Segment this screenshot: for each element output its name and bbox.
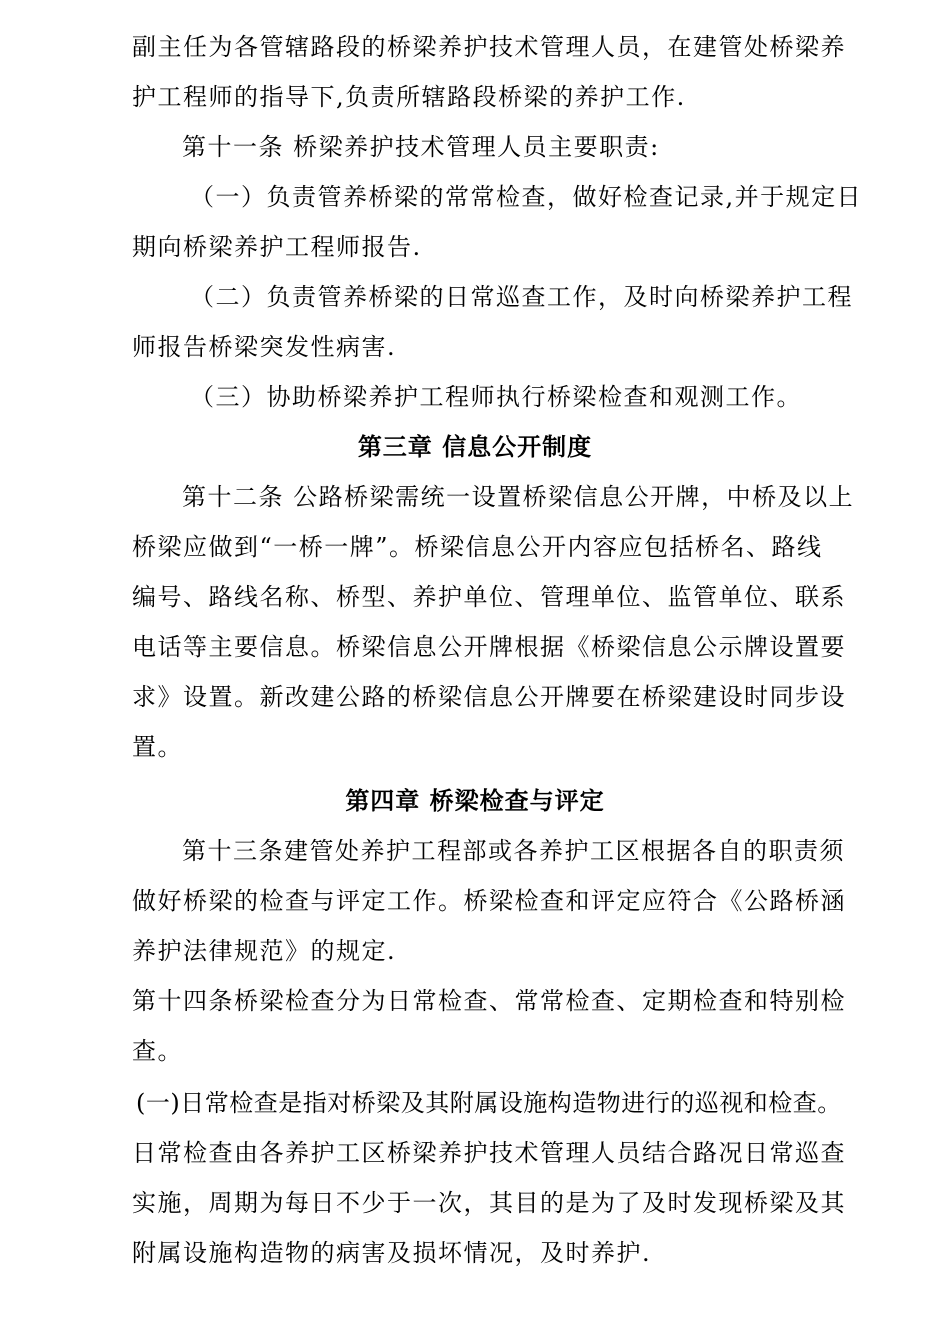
paragraph-line: 护工程师的指导下,负责所辖路段桥梁的养护工作.: [132, 83, 686, 111]
article-11-title: 第十一条 桥梁养护技术管理人员主要职责:: [182, 133, 660, 161]
chapter-4-heading: 第四章 桥梁检查与评定: [345, 786, 605, 815]
chapter-3-heading: 第三章 信息公开制度: [357, 432, 593, 461]
paragraph-line: 电话等主要信息。桥梁信息公开牌根据《桥梁信息公示牌设置要: [132, 633, 846, 661]
paragraph-line: 编号、路线名称、桥型、养护单位、管理单位、监管单位、联系: [132, 583, 846, 611]
article-12-line: 第十二条 公路桥梁需统一设置桥梁信息公开牌，中桥及以上: [182, 483, 855, 511]
list-item-1: （一）负责管养桥梁的常常检查，做好检查记录,并于规定日: [190, 183, 863, 211]
paragraph-line: 实施，周期为每日不少于一次，其目的是为了及时发现桥梁及其: [132, 1189, 846, 1217]
paragraph-line: 养护法律规范》的规定.: [132, 937, 397, 965]
article-14-line: 第十四条桥梁检查分为日常检查、常常检查、定期检查和特别检: [132, 987, 846, 1015]
article-13-line: 第十三条建管处养护工程部或各养护工区根据各自的职责须: [182, 837, 845, 865]
paragraph-line: 师报告桥梁突发性病害.: [132, 333, 397, 361]
paragraph-line: 日常检查由各养护工区桥梁养护技术管理人员结合路况日常巡查: [132, 1139, 846, 1167]
paragraph-line: 查。: [132, 1037, 183, 1065]
list-item-daily-check: (一)日常检查是指对桥梁及其附属设施构造物进行的巡视和检查。: [136, 1089, 842, 1117]
paragraph-line: 桥梁应做到“一桥一牌”。桥梁信息公开内容应包括桥名、路线: [132, 533, 823, 561]
paragraph-line: 副主任为各管辖路段的桥梁养护技术管理人员，在建管处桥梁养: [132, 33, 846, 61]
paragraph-line: 置。: [132, 733, 183, 761]
paragraph-line: 做好桥梁的检查与评定工作。桥梁检查和评定应符合《公路桥涵: [132, 887, 846, 915]
paragraph-line: 期向桥梁养护工程师报告.: [132, 233, 422, 261]
paragraph-line: 附属设施构造物的病害及损坏情况，及时养护.: [132, 1239, 652, 1267]
paragraph-line: 求》设置。新改建公路的桥梁信息公开牌要在桥梁建设时同步设: [132, 683, 846, 711]
list-item-3: （三）协助桥梁养护工程师执行桥梁检查和观测工作。: [190, 383, 802, 411]
list-item-2: （二）负责管养桥梁的日常巡查工作，及时向桥梁养护工程: [190, 283, 853, 311]
